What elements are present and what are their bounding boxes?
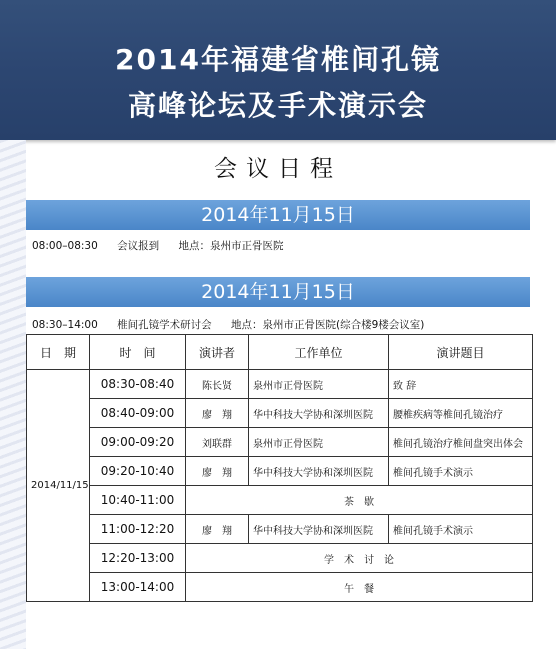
time-cell: 13:00-14:00 [90, 573, 186, 602]
speaker-cell: 廖 翔 [186, 457, 249, 486]
speaker-cell: 刘联群 [186, 428, 249, 457]
table-row [27, 457, 533, 486]
day1-info [32, 238, 283, 253]
lunch-cell: 午 餐 [186, 573, 533, 602]
header-topic: 演讲题目 [389, 335, 533, 370]
header-speaker: 演讲者 [186, 335, 249, 370]
day1-event: 会议报到 [117, 240, 160, 252]
speaker-cell: 陈长贤 [186, 370, 249, 399]
unit-cell: 华中科技大学协和深圳医院 [249, 515, 389, 544]
date-cell: 2014/11/15 [27, 370, 90, 602]
day2-time: 08:30–14:00 [32, 319, 98, 331]
time-cell: 11:00-12:20 [90, 515, 186, 544]
topic-cell: 椎间孔镜治疗椎间盘突出体会 [389, 428, 533, 457]
date-band-1-text: 2014年11月15日 [201, 204, 355, 226]
date-band-2 [26, 277, 530, 307]
time-cell: 09:20-10:40 [90, 457, 186, 486]
table-row [27, 428, 533, 457]
table-row [27, 370, 533, 399]
header-time: 时 间 [90, 335, 186, 370]
time-cell: 09:00-09:20 [90, 428, 186, 457]
time-cell: 12:20-13:00 [90, 544, 186, 573]
time-cell: 10:40-11:00 [90, 486, 186, 515]
unit-cell: 华中科技大学协和深圳医院 [249, 399, 389, 428]
speaker-cell: 廖 翔 [186, 399, 249, 428]
table-row [27, 399, 533, 428]
topic-cell: 致 辞 [389, 370, 533, 399]
speaker-cell: 廖 翔 [186, 515, 249, 544]
time-cell: 08:40-09:00 [90, 399, 186, 428]
unit-cell: 泉州市正骨医院 [249, 428, 389, 457]
header-unit: 工作单位 [249, 335, 389, 370]
unit-cell: 华中科技大学协和深圳医院 [249, 457, 389, 486]
table-header-row [27, 335, 533, 370]
time-cell: 08:30-08:40 [90, 370, 186, 399]
table-row [27, 573, 533, 602]
day2-info [32, 317, 424, 332]
schedule-title: 会议日程 [214, 156, 342, 182]
event-title-line2: 高峰论坛及手术演示会 [127, 89, 428, 122]
event-title-line1: 2014年福建省椎间孔镜 [115, 43, 441, 76]
day2-location: 地点：泉州市正骨医院(综合楼9楼会议室) [230, 319, 425, 331]
header-banner [0, 0, 556, 140]
table-row [27, 515, 533, 544]
decorative-side-pattern [0, 140, 26, 649]
topic-cell: 椎间孔镜手术演示 [389, 457, 533, 486]
schedule-table [26, 334, 533, 602]
topic-cell: 腰椎疾病等椎间孔镜治疗 [389, 399, 533, 428]
break-cell: 茶 歇 [186, 486, 533, 515]
day1-time: 08:00–08:30 [32, 240, 98, 252]
date-band-2-text: 2014年11月15日 [201, 281, 355, 303]
table-row [27, 486, 533, 515]
day1-location: 地点：泉州市正骨医院 [178, 240, 284, 252]
topic-cell: 椎间孔镜手术演示 [389, 515, 533, 544]
day2-event: 椎间孔镜学术研讨会 [117, 319, 212, 331]
date-band-1 [26, 200, 530, 230]
table-row [27, 544, 533, 573]
unit-cell: 泉州市正骨医院 [249, 370, 389, 399]
header-date: 日 期 [27, 335, 90, 370]
discussion-cell: 学 术 讨 论 [186, 544, 533, 573]
